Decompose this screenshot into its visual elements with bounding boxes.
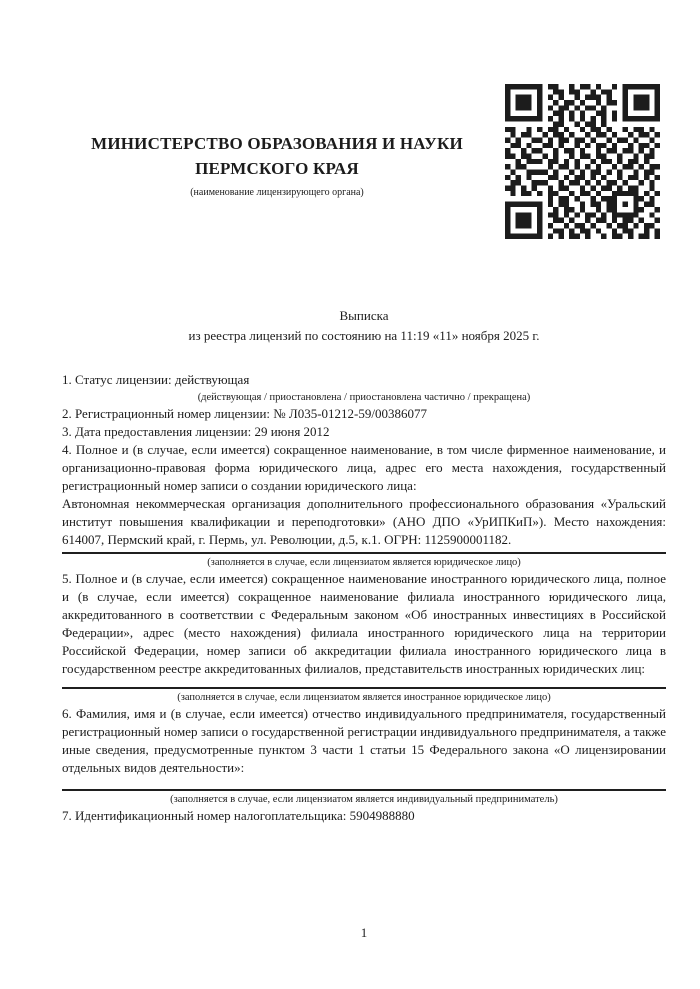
document-title: Выписка: [339, 308, 389, 323]
qr-code-icon: [505, 84, 660, 239]
legal-entity-caption: (заполняется в случае, если лицензиатом является юридическое лицо): [207, 557, 521, 568]
separator-line-foreign-entity: [62, 687, 666, 689]
page-number: 1: [360, 925, 368, 940]
ministry-name-line2: ПЕРМСКОГО КРАЯ: [195, 159, 359, 178]
document-subtitle: из реестра лицензий по состоянию на 11:19 «11» ноября 2025 г.: [188, 328, 540, 343]
license-status-options-caption: (действующая / приостановлена / приостановлена частично / прекращена): [197, 392, 531, 403]
registration-number-line: 2. Регистрационный номер лицензии: № Л035-01212-59/00386077: [62, 406, 428, 421]
document-body: [62, 371, 666, 825]
grant-date-line: 3. Дата предоставления лицензии: 29 июня 2012: [62, 424, 330, 439]
ministry-name-line1: МИНИСТЕРСТВО ОБРАЗОВАНИЯ И НАУКИ: [91, 134, 463, 153]
individual-entrepreneur-label: 6. Фамилия, имя и (в случае, если имеется) отчество индивидуального предпринимателя, государственный регистрационный номер записи о государственной регистрации индивидуального предпринимателя, а также иные сведения, предусмотренные пунктом 3 части 1 статьи 15 Федерального закона «О лицензировании отдельных видов деятельности»:: [62, 706, 666, 775]
legal-entity-label: 4. Полное и (в случае, если имеется) сокращенное наименование, в том числе фирменное наименование, и организационно-правовая форма юридического лица, адрес его места нахождения, государственный регистрационный номер записи о создании юридического лица:: [62, 442, 666, 493]
foreign-entity-label: 5. Полное и (в случае, если имеется) сокращенное наименование иностранного юридического лица, полное и (в случае, если имеется) сокращенное наименование филиала иностранного юридического лица, аккредитованного в соответствии с Федеральным законом «Об иностранных инвестициях в Российской Федерации», адрес (место нахождения) филиала иностранного юридического лица на территории Российской Федерации, номер записи об аккредитации филиала иностранного юридического лица в государственном реестре аккредитованных филиалов, представительств иностранных юридических лиц:: [62, 571, 666, 676]
document-title-block: [62, 306, 666, 346]
taxpayer-id-line: 7. Идентификационный номер налогоплательщика: 5904988880: [62, 808, 415, 823]
foreign-entity-caption: (заполняется в случае, если лицензиатом является иностранное юридическое лицо): [177, 692, 551, 703]
licensing-authority-caption: (наименование лицензирующего органа): [190, 187, 364, 198]
license-status-line: 1. Статус лицензии: действующая: [62, 372, 250, 387]
separator-line-legal-entity: [62, 552, 666, 554]
individual-entrepreneur-caption: (заполняется в случае, если лицензиатом является индивидуальный предприниматель): [170, 794, 558, 805]
separator-line-individual: [62, 789, 666, 791]
licensing-authority-header: [60, 131, 494, 199]
legal-entity-value: Автономная некоммерческая организация дополнительного профессионального образования «Уральский институт повышения квалификации и переподготовки» (АНО ДПО «УрИПКиП»). Место нахождения: 614007, Пермский край, г. Пермь, ул. Революции, д.5, к.1. ОГРН: 1125900001182.: [62, 496, 666, 547]
